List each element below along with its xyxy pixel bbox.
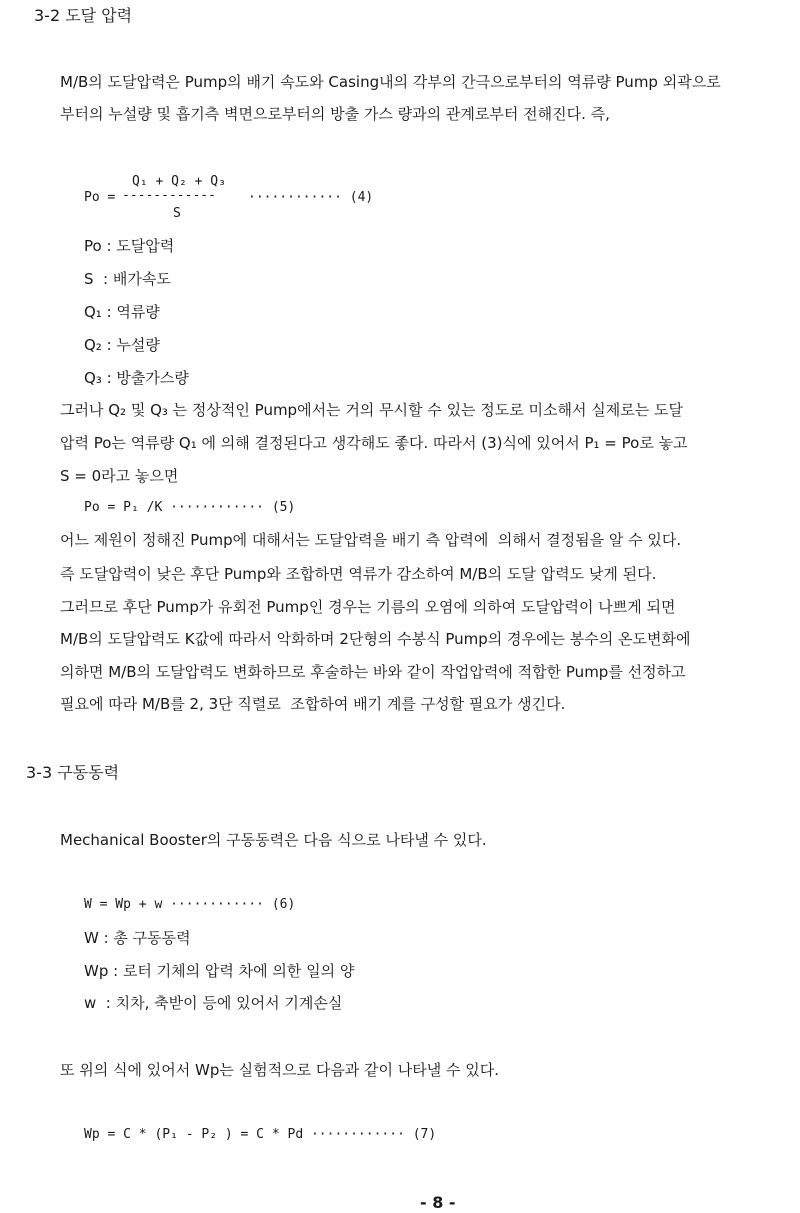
formula-lhs: Po =: [84, 190, 116, 205]
formula-fraction-bar: ------------: [122, 188, 216, 203]
paragraph-line: 어느 제원이 정해진 Pump에 대해서는 도달압력을 배기 측 압력에 의해서 결정됨을 알 수 있다.: [60, 531, 682, 549]
paragraph-line: 그러므로 후단 Pump가 유회전 Pump인 경우는 기름의 오염에 의하여 도달압력이 나쁘게 되면: [60, 598, 676, 616]
formula-numerator: Q₁ + Q₂ + Q₃: [132, 174, 226, 189]
definition-item: S : 배가속도: [84, 270, 171, 288]
definition-item: Q₂ : 누설량: [84, 336, 160, 354]
paragraph-line: 압력 Po는 역류량 Q₁ 에 의해 결정된다고 생각해도 좋다. 따라서 (3)식에 있어서 P₁ = Po로 놓고: [60, 434, 688, 452]
formula-5: Po = P₁ /K ············ (5): [84, 500, 296, 515]
formula-7: Wp = C * (P₁ - P₂ ) = C * Pd ············ (7): [84, 1127, 437, 1142]
paragraph-line: 그러나 Q₂ 및 Q₃ 는 정상적인 Pump에서는 거의 무시할 수 있는 정도로 미소해서 실제로는 도달: [60, 401, 683, 419]
definition-item: Po : 도달압력: [84, 237, 175, 255]
page-number: - 8 -: [420, 1193, 456, 1212]
paragraph-line: M/B의 도달압력은 Pump의 배기 속도와 Casing내의 각부의 간극으로부터의 역류량 Pump 외곽으로: [60, 73, 721, 91]
definition-item: Q₃ : 방출가스량: [84, 369, 189, 387]
section-heading-3-3: 3-3 구동동력: [26, 763, 120, 782]
formula-tail: ············ (4): [248, 190, 374, 205]
definition-item: Wp : 로터 기체의 압력 차에 의한 일의 양: [84, 962, 355, 980]
formula-denominator: S: [173, 206, 181, 221]
definition-item: W : 총 구동동력: [84, 929, 191, 947]
definition-item: Q₁ : 역류량: [84, 303, 160, 321]
section-heading-3-2: 3-2 도달 압력: [34, 6, 133, 25]
paragraph-line: S = 0라고 놓으면: [60, 467, 179, 485]
paragraph-line: 또 위의 식에 있어서 Wp는 실험적으로 다음과 같이 나타낼 수 있다.: [60, 1061, 500, 1079]
paragraph-line: 의하면 M/B의 도달압력도 변화하므로 후술하는 바와 같이 작업압력에 적합한 Pump를 선정하고: [60, 663, 686, 681]
paragraph-line: 즉 도달압력이 낮은 후단 Pump와 조합하면 역류가 감소하여 M/B의 도달 압력도 낮게 된다.: [60, 565, 657, 583]
paragraph-line: M/B의 도달압력도 K값에 따라서 악화하며 2단형의 수봉식 Pump의 경우에는 봉수의 온도변화에: [60, 630, 691, 648]
formula-6: W = Wp + w ············ (6): [84, 897, 296, 912]
paragraph-line: Mechanical Booster의 구동동력은 다음 식으로 나타낼 수 있다.: [60, 831, 487, 849]
paragraph-line: 부터의 누설량 및 흡기측 벽면으로부터의 방출 가스 량과의 관계로부터 전해진다. 즉,: [60, 105, 610, 123]
paragraph-line: 필요에 따라 M/B를 2, 3단 직렬로 조합하여 배기 계를 구성할 필요가 생긴다.: [60, 695, 566, 713]
definition-item: w : 치차, 축받이 등에 있어서 기계손실: [84, 994, 343, 1012]
